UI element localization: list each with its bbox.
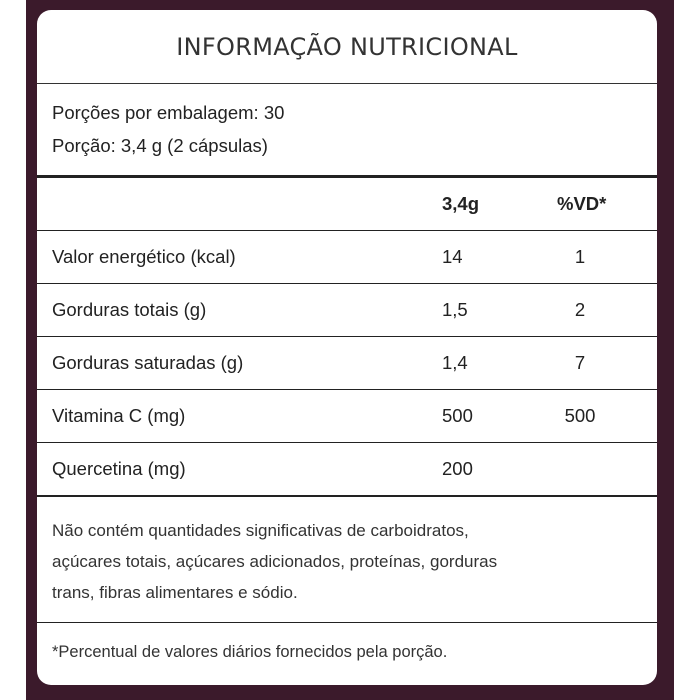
nutrient-name: Quercetina (mg)	[52, 458, 186, 479]
nutrient-name: Gorduras totais (g)	[52, 299, 207, 320]
table-row	[37, 284, 657, 336]
nutrient-name: Vitamina C (mg)	[52, 405, 186, 426]
header-amount: 3,4g	[442, 193, 480, 214]
footnote-vd: *Percentual de valores diários fornecidos pela porção.	[52, 643, 448, 661]
portion-size: Porção: 3,4 g (2 cápsulas)	[52, 135, 268, 156]
footnote-not-significant	[52, 515, 642, 608]
table-row	[37, 443, 657, 495]
divider	[37, 622, 657, 623]
nutrient-vd: 500	[564, 405, 596, 426]
nutrient-name: Valor energético (kcal)	[52, 246, 236, 267]
table-row	[37, 390, 657, 442]
table-row	[37, 231, 657, 283]
header-vd: %VD*	[557, 193, 607, 214]
table-title: INFORMAÇÃO NUTRICIONAL	[37, 10, 657, 84]
table-row	[37, 337, 657, 389]
portion-info	[52, 96, 284, 162]
nutrient-amount: 14	[442, 246, 463, 267]
footnote-line: trans, fibras alimentares e sódio.	[52, 583, 298, 602]
nutrient-vd: 1	[574, 246, 586, 267]
servings-per-package: Porções por embalagem: 30	[52, 102, 285, 123]
nutrient-amount: 200	[442, 458, 473, 479]
table-header-row	[37, 178, 657, 230]
nutrition-facts-card	[37, 10, 657, 685]
nutrient-vd: 7	[574, 352, 586, 373]
footnote-line: Não contém quantidades significativas de carboidratos,	[52, 521, 469, 540]
nutrient-vd: 2	[574, 299, 586, 320]
nutrient-amount: 500	[442, 405, 473, 426]
footnote-line: açúcares totais, açúcares adicionados, proteínas, gorduras	[52, 552, 498, 571]
nutrient-amount: 1,5	[442, 299, 468, 320]
nutrient-name: Gorduras saturadas (g)	[52, 352, 244, 373]
divider-thick	[37, 495, 657, 497]
nutrient-amount: 1,4	[442, 352, 468, 373]
